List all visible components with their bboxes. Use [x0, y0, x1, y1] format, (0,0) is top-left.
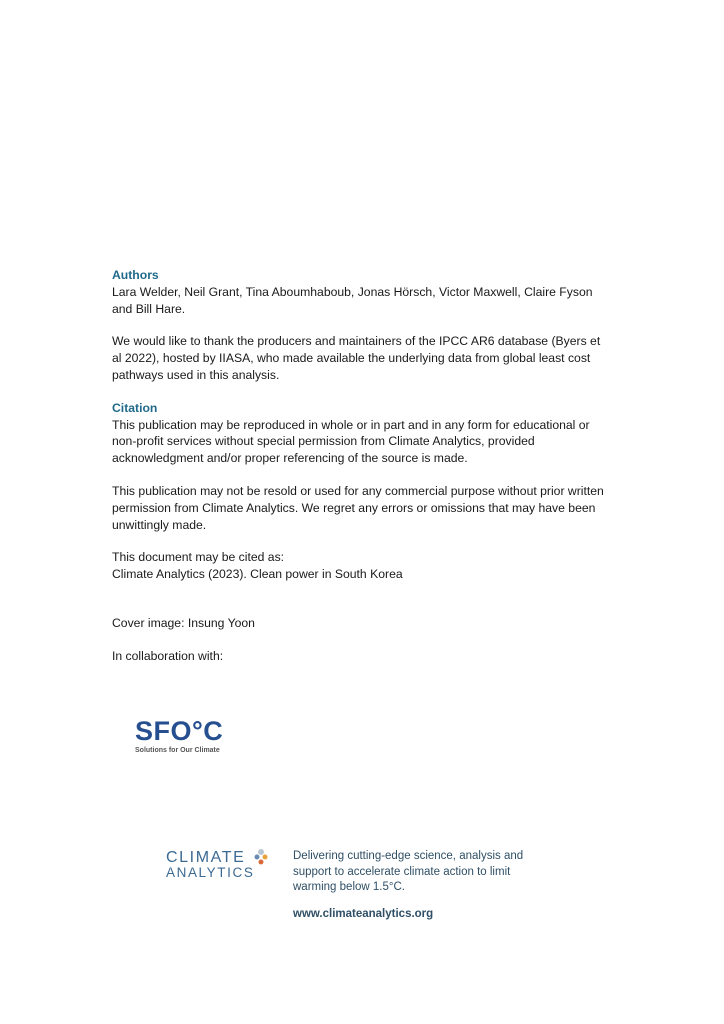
- citation-heading: Citation: [112, 400, 158, 415]
- resale-text: This publication may not be resold or used for any commercial purpose without prior written permission from Climate Analytics. We regret any errors or omissions that may have been unwittingly made.: [112, 483, 604, 532]
- sfoc-logo-mark: SFO°C: [135, 716, 224, 746]
- collaboration-label: In collaboration with:: [112, 648, 224, 663]
- cover-image-credit: Cover image: Insung Yoon: [112, 615, 255, 630]
- climate-analytics-logo: [166, 850, 276, 890]
- acknowledgment-text: We would like to thank the producers and maintainers of the IPCC AR6 database (Byers et al 2022), hosted by IIASA, who made available the underlying data from global least cost pathways used in this analysis.: [112, 334, 601, 382]
- sfoc-tagline: Solutions for Our Climate: [135, 747, 220, 754]
- sfoc-logo: [135, 716, 235, 764]
- cite-text: Climate Analytics (2023). Clean power in South Korea: [112, 567, 403, 582]
- authors-heading: Authors: [112, 268, 159, 282]
- reproduction-text: This publication may be reproduced in whole or in part and in any form for educational or non-profit services without special permission from Climate Analytics, provided acknowledgment and/or proper referencing of the source is made.: [112, 417, 590, 466]
- cite-intro: This document may be cited as:: [112, 550, 285, 565]
- logo-word-climate: CLIMATE: [166, 849, 246, 866]
- logo-word-analytics: ANALYTICS: [166, 865, 255, 880]
- footer-url[interactable]: www.climateanalytics.org: [293, 908, 434, 920]
- logo-dots-icon: [248, 848, 268, 866]
- footer-tagline: Delivering cutting-edge science, analysis and support to accelerate climate action to limit warming below 1.5°C.: [293, 850, 524, 893]
- authors-names: Lara Welder, Neil Grant, Tina Aboumhaboub, Jonas Hörsch, Victor Maxwell, Claire Fyson and Bill Hare.: [112, 284, 593, 316]
- imprint-block: [112, 267, 612, 665]
